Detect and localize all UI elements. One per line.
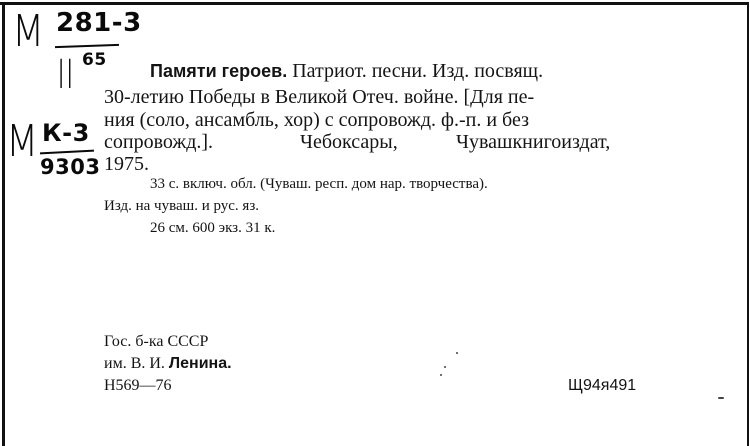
shelfmark-letter-bottom: М <box>6 116 39 167</box>
shelfmark-denominator-bottom: 9303 <box>40 155 101 179</box>
card-edge-top <box>0 2 748 5</box>
speck <box>440 374 442 376</box>
library-line-2 <box>104 355 232 373</box>
note-language: Изд. на чуваш. и рус. яз. <box>104 198 260 214</box>
library-line-2-prefix: им. В. И. <box>104 355 165 372</box>
shelfmark-superscript-top: 65 <box>82 50 107 70</box>
classification-index: Щ94я491 <box>568 377 637 394</box>
card-number: Н569—76 <box>104 377 172 394</box>
entry-line-5: 1975. <box>104 153 149 175</box>
shelfmark-fraction-rule-bottom <box>40 150 94 155</box>
note-pages: 33 с. включ. обл. (Чуваш. респ. дом нар. творчества). <box>150 176 488 192</box>
entry-line-1 <box>150 60 543 83</box>
entry-line-4c: Чувашкнигоиздат, <box>456 131 611 153</box>
shelfmark-fraction-rule-top <box>55 44 119 48</box>
entry-line-4a: сопровожд.]. <box>104 131 214 153</box>
entry-line-1-rest: Патриот. песни. Изд. посвящ. <box>292 60 544 82</box>
shelfmark-denominator-top: II <box>57 52 75 98</box>
shelfmark-number-bottom: К-3 <box>42 119 90 147</box>
entry-line-3: ния (соло, ансамбль, хор) с сопровожд. ф.-п. и без <box>104 109 529 131</box>
note-format: 26 см. 600 экз. 31 к. <box>150 220 276 236</box>
card-edge-left <box>2 2 5 446</box>
speck <box>718 397 724 399</box>
card-edge-right <box>747 2 749 446</box>
shelfmark-number-top: 281-3 <box>56 8 142 38</box>
shelfmark-letter-top: М <box>12 6 45 57</box>
library-name-bold: Ленина. <box>168 355 232 372</box>
entry-line-2: 30-летию Победы в Великой Отеч. войне. [Для пе- <box>104 86 535 108</box>
speck <box>456 352 458 354</box>
speck <box>444 366 446 368</box>
entry-title: Памяти героев. <box>150 61 288 81</box>
entry-line-4b: Чебоксары, <box>300 131 398 153</box>
library-line-1: Гос. б-ка СССР <box>104 333 209 350</box>
